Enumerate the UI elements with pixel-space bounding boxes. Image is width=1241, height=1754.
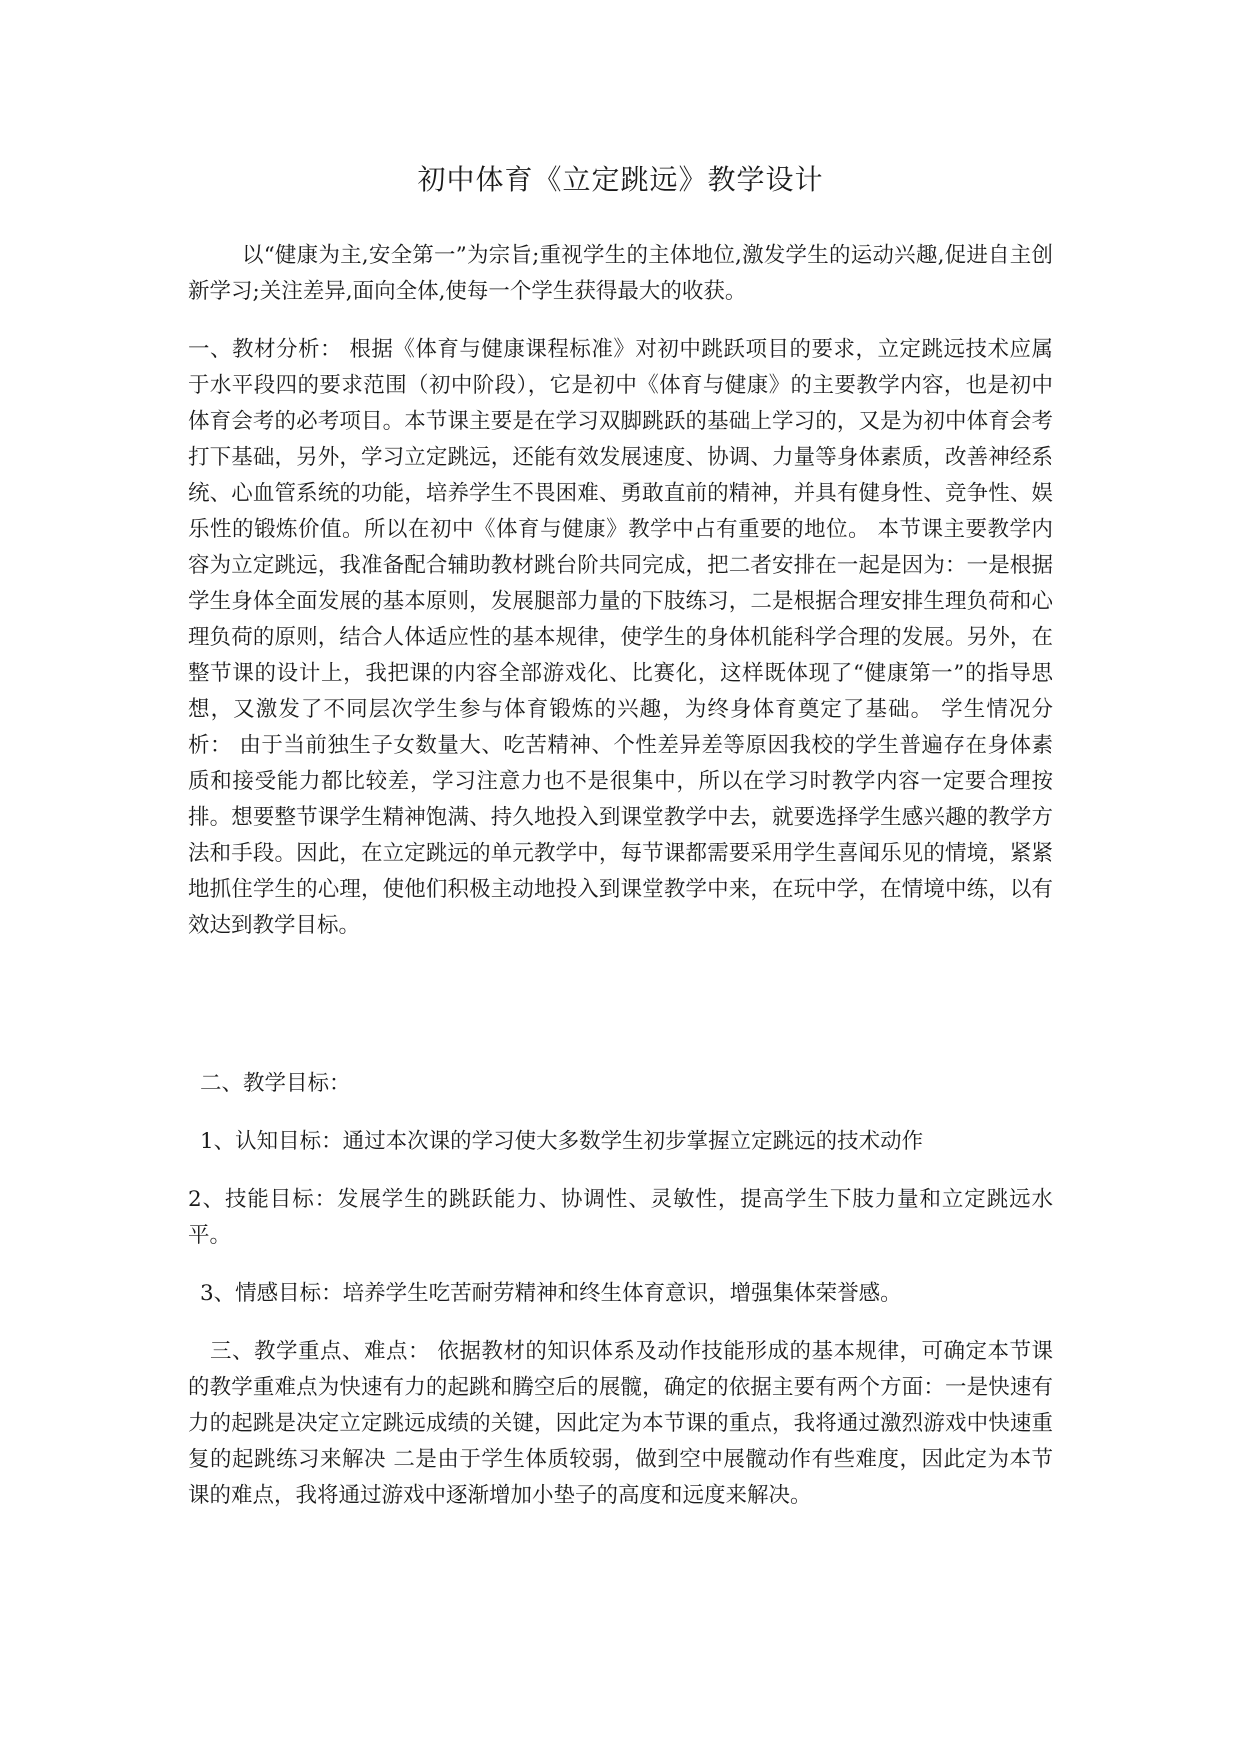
intro-paragraph: 以“健康为主,安全第一”为宗旨;重视学生的主体地位,激发学生的运动兴趣,促进自主创新学习;关注差异,面向全体,使每一个学生获得最大的收获。 [188, 243, 1053, 304]
key-points-paragraph: 三、教学重点、难点： 依据教材的知识体系及动作技能形成的基本规律，可确定本节课的教学重难点为快速有力的起跳和腾空后的展髋，确定的依据主要有两个方面：一是快速有力的起跳是决定立定跳远成绩的关键，因此定为本节课的重点，我将通过激烈游戏中快速重复的起跳练习来解决 二是由于学生体质较弱，做到空中展髋动作有些难度，因此定为本节课的难点，我将通过游戏中逐渐增加小垫子的高度和远度来解决。 [188, 1339, 1053, 1508]
analysis-paragraph: 一、教材分析： 根据《体育与健康课程标准》对初中跳跃项目的要求，立定跳远技术应属于水平段四的要求范围（初中阶段），它是初中《体育与健康》的主要教学内容，也是初中体育会考的必考项目。本节课主要是在学习双脚跳跃的基础上学习的，又是为初中体育会考打下基础，另外，学习立定跳远，还能有效发展速度、协调、力量等身体素质，改善神经系统、心血管系统的功能，培养学生不畏困难、勇敢直前的精神，并具有健身性、竞争性、娱乐性的锻炼价值。所以在初中《体育与健康》教学中占有重要的地位。 本节课主要教学内容为立定跳远，我准备配合辅助教材跳台阶共同完成，把二者安排在一起是因为：一是根据学生身体全面发展的基本原则，发展腿部力量的下肢练习，二是根据合理安排生理负荷和心理负荷的原则，结合人体适应性的基本规律，使学生的身体机能科学合理的发展。另外，在整节课的设计上，我把课的内容全部游戏化、比赛化，这样既体现了“健康第一”的指导思想，又激发了不同层次学生参与体育锻炼的兴趣，为终身体育奠定了基础。 学生情况分析： 由于当前独生子女数量大、吃苦精神、个性差异差等原因我校的学生普遍存在身体素质和接受能力都比较差，学习注意力也不是很集中，所以在学习时教学内容一定要合理按排。想要整节课学生精神饱满、持久地投入到课堂教学中去，就要选择学生感兴趣的教学方法和手段。因此，在立定跳远的单元教学中，每节课都需要采用学生喜闻乐见的情境，紧紧地抓住学生的心理，使他们积极主动地投入到课堂教学中来，在玩中学，在情境中练，以有效达到教学目标。 [188, 337, 1053, 938]
goal-emotional: 3、情感目标：培养学生吃苦耐劳精神和终生体育意识，增强集体荣誉感。 [200, 1281, 902, 1306]
document-title: 初中体育《立定跳远》教学设计 [417, 163, 824, 196]
goals-heading: 二、教学目标： [200, 1071, 351, 1096]
goal-cognitive: 1、认知目标：通过本次课的学习使大多数学生初步掌握立定跳远的技术动作 [200, 1129, 924, 1154]
goal-skill: 2、技能目标：发展学生的跳跃能力、协调性、灵敏性，提高学生下肢力量和立定跳远水平。 [188, 1187, 1053, 1248]
